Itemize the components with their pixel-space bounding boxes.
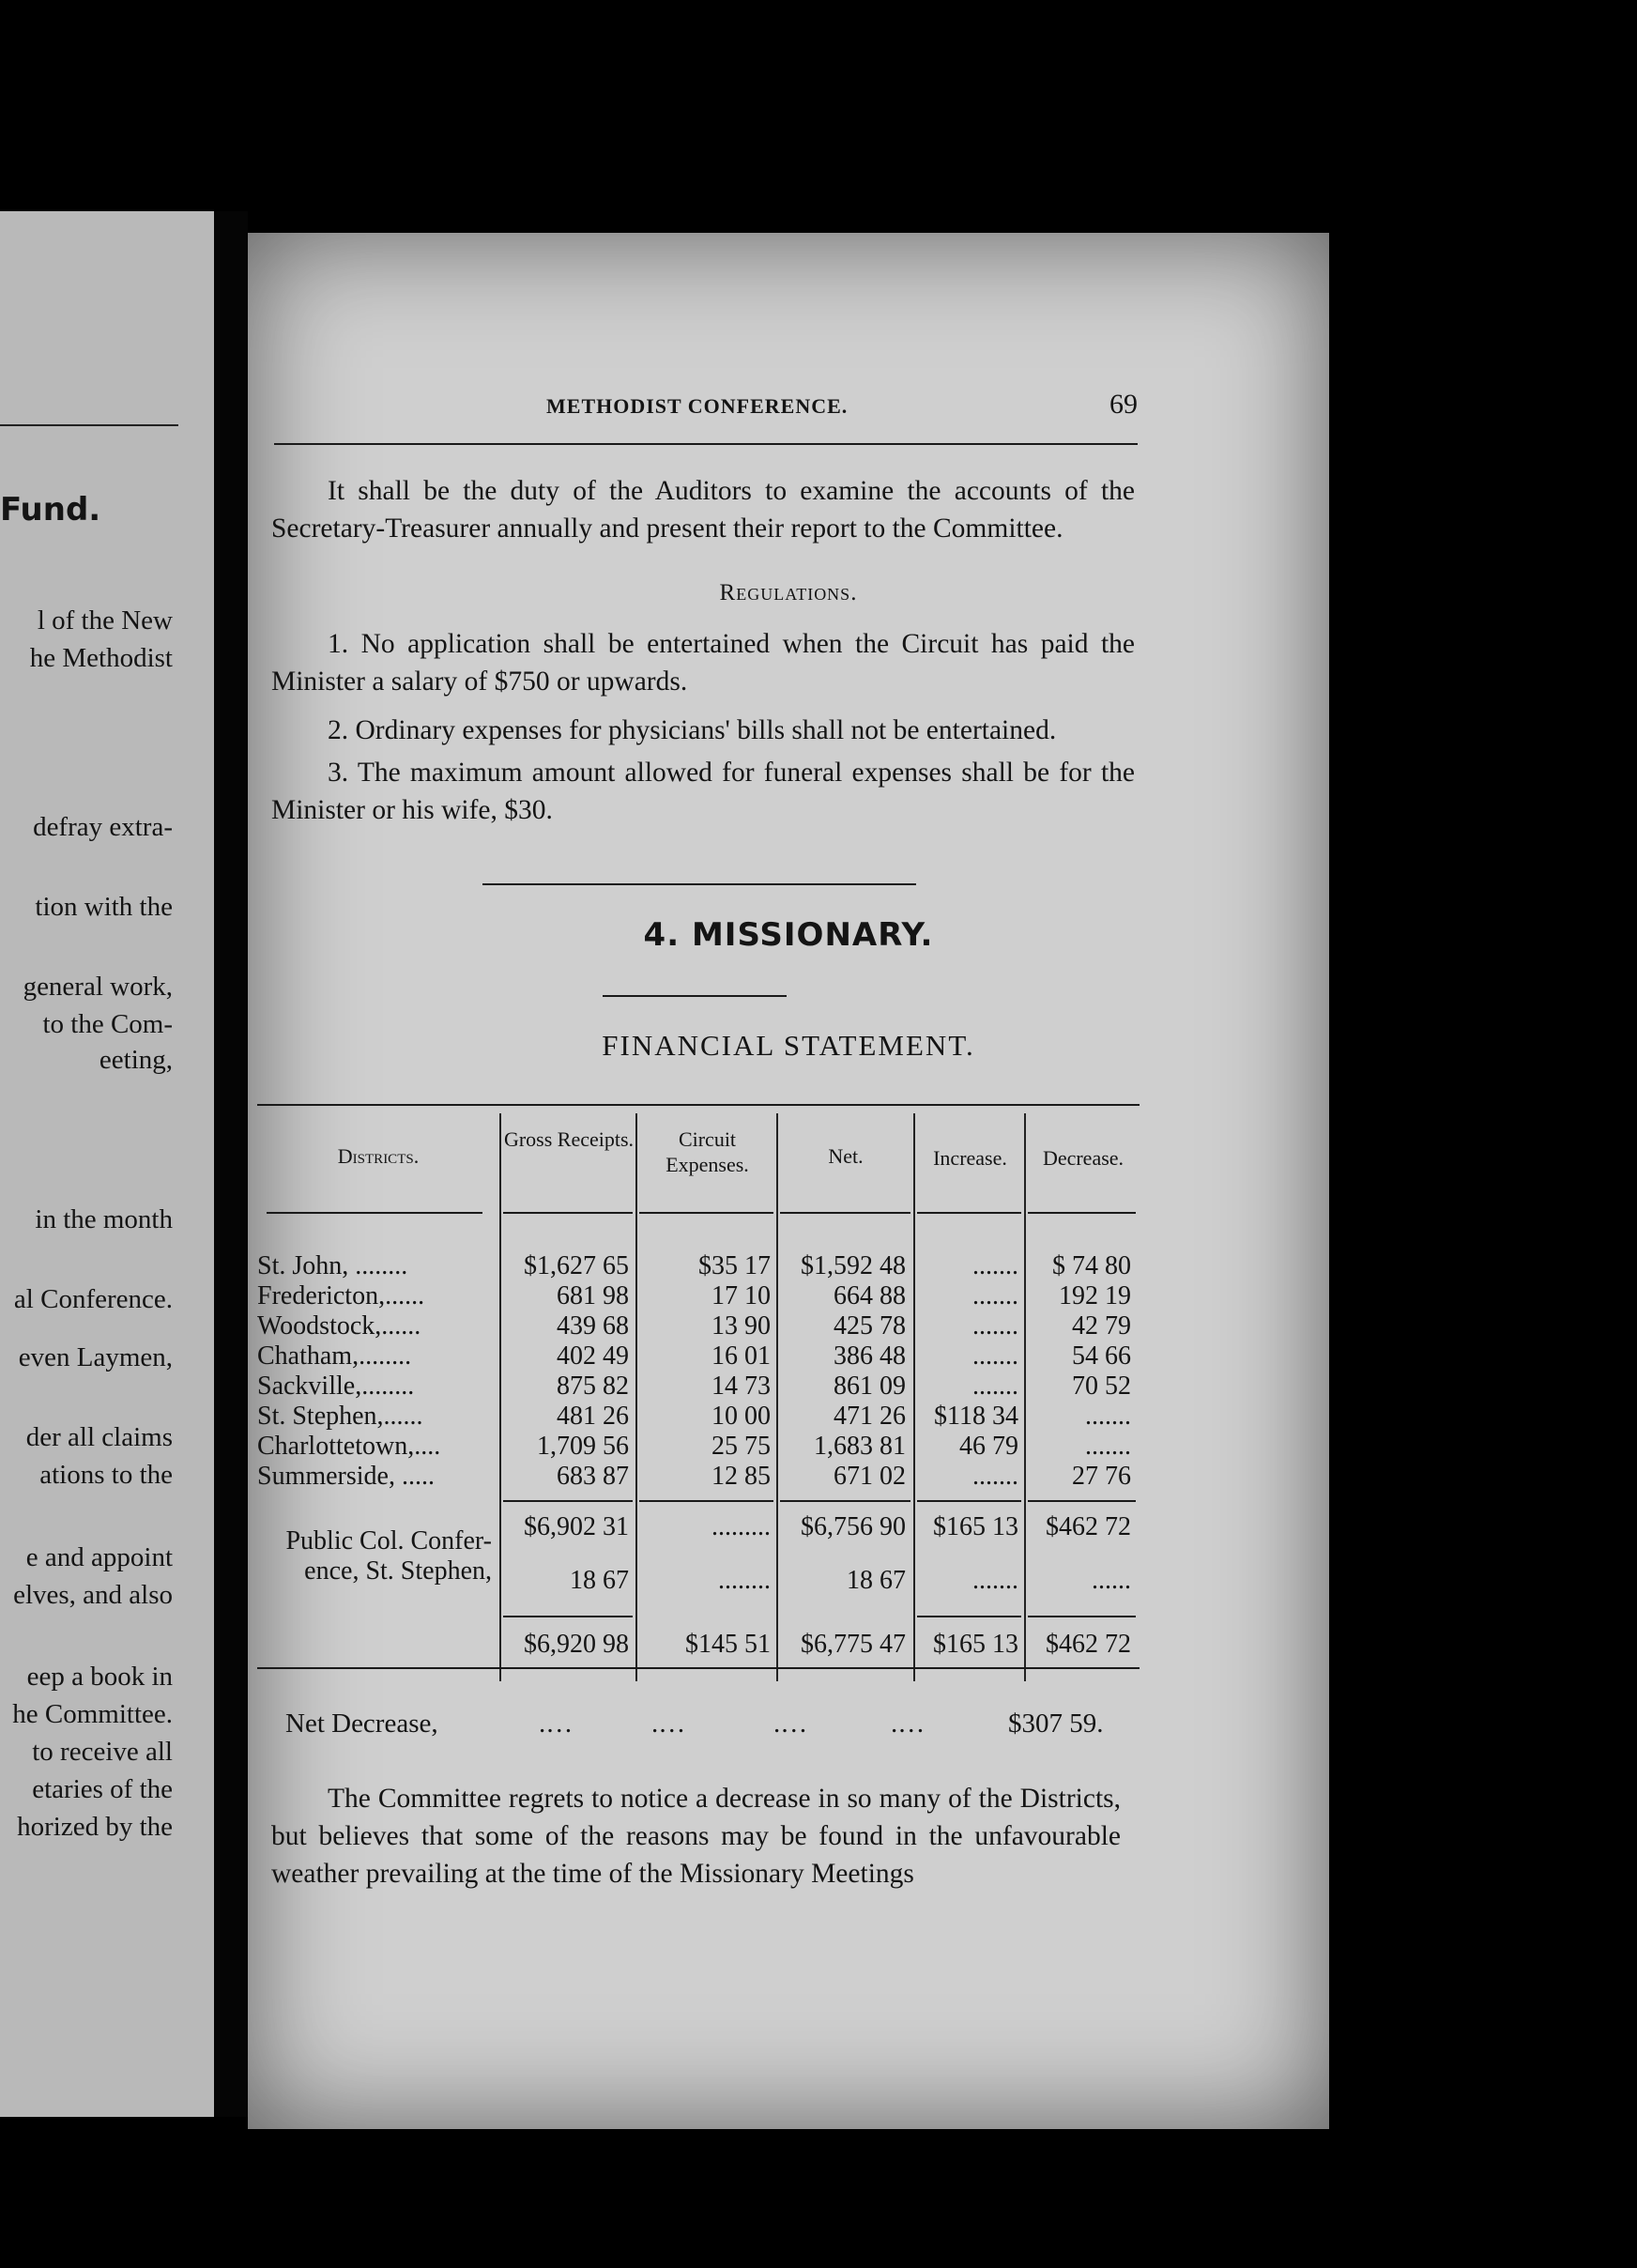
left-fragment: defray extra- <box>33 812 173 842</box>
subtotal-rule <box>503 1500 633 1502</box>
subtotal-rule <box>780 1500 910 1502</box>
decrease-cell: 54 66 <box>1072 1341 1131 1371</box>
district-name: Summerside, ..... <box>257 1462 435 1491</box>
circuit-cell: 10 00 <box>711 1402 771 1431</box>
gross-cell: 1,709 56 <box>537 1432 629 1461</box>
left-fragment: to receive all <box>32 1737 173 1767</box>
decrease-cell: 70 52 <box>1072 1372 1131 1401</box>
net-cell: 861 09 <box>834 1372 906 1401</box>
header-rule <box>274 443 1138 445</box>
district-name: Fredericton,...... <box>257 1281 425 1310</box>
regulation-item: 1. No application shall be entertained when the Circuit has paid the Minister a salary of $750 or upwards. <box>271 629 1135 697</box>
net-decrease-label: Net Decrease, <box>285 1709 438 1739</box>
decrease-cell: $462 72 <box>1046 1630 1131 1659</box>
leader-dots: .… <box>651 1709 686 1739</box>
net-cell: $6,775 47 <box>801 1630 906 1659</box>
increase-cell: ....... <box>972 1566 1018 1595</box>
leader-dots: .… <box>891 1709 926 1739</box>
gross-cell: $6,902 31 <box>524 1512 629 1541</box>
net-cell: $6,756 90 <box>801 1512 906 1541</box>
total-rule <box>917 1616 1021 1617</box>
district-name: Chatham,........ <box>257 1341 412 1371</box>
intro-paragraph: It shall be the duty of the Auditors to examine the accounts of the Secretary-Treasurer annually and present their report to the Committee. <box>271 476 1135 544</box>
district-name: Woodstock,...... <box>257 1311 421 1341</box>
gross-cell: 681 98 <box>557 1281 629 1310</box>
increase-cell: ....... <box>972 1372 1018 1401</box>
header-rule <box>503 1212 633 1214</box>
header-districts: Districts. <box>337 1144 420 1168</box>
circuit-cell: 14 73 <box>711 1372 771 1401</box>
net-cell: 386 48 <box>834 1341 906 1371</box>
header-gross: Gross Receipts. <box>503 1127 635 1151</box>
left-page <box>0 211 214 2117</box>
left-fragment: even Laymen, <box>18 1342 173 1372</box>
financial-table <box>257 1104 1140 1686</box>
book-gutter <box>214 211 248 2117</box>
increase-cell: ....... <box>972 1251 1018 1280</box>
header-rule <box>267 1212 482 1214</box>
gross-cell: 481 26 <box>557 1402 629 1431</box>
decrease-cell: $462 72 <box>1046 1512 1131 1541</box>
financial-statement-title: FINANCIAL STATEMENT. <box>602 1029 975 1062</box>
section-divider <box>482 883 916 885</box>
circuit-cell: ......... <box>711 1512 771 1541</box>
left-fragment: l of the New <box>37 605 173 636</box>
circuit-cell: 13 90 <box>711 1311 771 1341</box>
net-cell: 425 78 <box>834 1311 906 1341</box>
column-divider <box>635 1113 637 1681</box>
increase-cell: ....... <box>972 1311 1018 1341</box>
left-fragment: in the month <box>35 1204 173 1234</box>
increase-cell: ....... <box>972 1281 1018 1310</box>
increase-cell: ....... <box>972 1462 1018 1491</box>
gross-cell: $6,920 98 <box>524 1630 629 1659</box>
header-rule <box>1028 1212 1136 1214</box>
regulation-item: 3. The maximum amount allowed for funeral expenses shall be for the Minister or his wife, $30. <box>271 758 1135 825</box>
district-name: Sackville,........ <box>257 1372 415 1401</box>
closing-paragraph: The Committee regrets to notice a decrease in so many of the Districts, but believes that some of the reasons may be found in the unfavourable weather prevailing at the time of the Missionary Meetings <box>271 1784 1121 1889</box>
gross-cell: 18 67 <box>570 1566 629 1595</box>
decrease-cell: ....... <box>1085 1402 1131 1431</box>
net-cell: 471 26 <box>834 1402 906 1431</box>
circuit-cell: $145 51 <box>685 1630 771 1659</box>
increase-cell: ....... <box>972 1341 1018 1371</box>
table-bottom-rule <box>257 1667 1140 1669</box>
circuit-cell: ........ <box>718 1566 771 1595</box>
decrease-cell: ...... <box>1092 1566 1131 1595</box>
left-fragment: e and appoint <box>25 1542 173 1572</box>
increase-cell: $165 13 <box>933 1512 1018 1541</box>
column-divider <box>1024 1113 1026 1681</box>
subtotal-rule <box>639 1500 773 1502</box>
left-fragment: etaries of the <box>32 1774 173 1804</box>
increase-cell: 46 79 <box>959 1432 1018 1461</box>
section-title: 4. MISSIONARY. <box>643 916 934 954</box>
regulation-item: 2. Ordinary expenses for physicians' bills shall not be entertained. <box>328 715 1057 745</box>
header-circuit: Circuit Expenses. <box>666 1127 749 1176</box>
left-fragment: to the Com- <box>42 1009 173 1039</box>
left-fragment: elves, and also <box>13 1580 173 1610</box>
left-fragment: al Conference. <box>13 1284 173 1314</box>
gross-cell: 402 49 <box>557 1341 629 1371</box>
increase-cell: $118 34 <box>934 1402 1018 1431</box>
left-page-heading: Fund. <box>0 491 101 529</box>
gross-cell: 439 68 <box>557 1311 629 1341</box>
header-decrease: Decrease. <box>1042 1146 1124 1170</box>
left-page-rule <box>0 424 178 426</box>
left-fragment: eep a book in <box>26 1662 173 1692</box>
column-divider <box>499 1113 501 1681</box>
decrease-cell: $ 74 80 <box>1052 1251 1131 1280</box>
circuit-cell: 16 01 <box>711 1341 771 1371</box>
net-cell: $1,592 48 <box>801 1251 906 1280</box>
decrease-cell: 42 79 <box>1072 1311 1131 1341</box>
column-divider <box>776 1113 778 1681</box>
table-top-rule <box>257 1104 1140 1106</box>
left-fragment: tion with the <box>35 892 173 922</box>
left-fragment: he Methodist <box>29 643 173 673</box>
regulations-title: Regulations. <box>719 580 858 605</box>
page <box>248 233 1329 2129</box>
left-fragment: horized by the <box>17 1812 173 1842</box>
leader-dots: .… <box>539 1709 574 1739</box>
leader-dots: .… <box>773 1709 808 1739</box>
running-title: METHODIST CONFERENCE. <box>546 394 849 418</box>
circuit-cell: 17 10 <box>711 1281 771 1310</box>
public-col-label: Public Col. Confer- <box>285 1526 492 1555</box>
district-name: St. John, ........ <box>257 1251 408 1280</box>
left-fragment: general work, <box>23 972 173 1002</box>
subtotal-rule <box>917 1500 1021 1502</box>
section-subdivider <box>603 995 787 997</box>
gross-cell: 683 87 <box>557 1462 629 1491</box>
header-rule <box>639 1212 773 1214</box>
net-cell: 18 67 <box>847 1566 906 1595</box>
left-fragment: der all claims <box>25 1422 173 1452</box>
page-number: 69 <box>1109 389 1138 420</box>
left-fragment: ations to the <box>39 1460 173 1490</box>
left-fragment: eeting, <box>99 1045 173 1075</box>
subtotal-rule <box>1028 1500 1136 1502</box>
circuit-cell: 12 85 <box>711 1462 771 1491</box>
column-divider <box>913 1113 915 1681</box>
header-rule <box>917 1212 1021 1214</box>
gross-cell: 875 82 <box>557 1372 629 1401</box>
net-cell: 664 88 <box>834 1281 906 1310</box>
left-fragment: he Committee. <box>12 1699 173 1729</box>
decrease-cell: 27 76 <box>1072 1462 1131 1491</box>
total-rule <box>503 1616 633 1617</box>
total-rule <box>1028 1616 1136 1617</box>
district-name: St. Stephen,...... <box>257 1402 423 1431</box>
net-cell: 671 02 <box>834 1462 906 1491</box>
gross-cell: $1,627 65 <box>524 1251 629 1280</box>
net-decrease-value: $307 59. <box>1008 1709 1104 1739</box>
increase-cell: $165 13 <box>933 1630 1018 1659</box>
circuit-cell: $35 17 <box>698 1251 771 1280</box>
district-name: Charlottetown,.... <box>257 1432 441 1461</box>
net-cell: 1,683 81 <box>814 1432 906 1461</box>
circuit-cell: 25 75 <box>711 1432 771 1461</box>
header-increase: Increase. <box>933 1146 1007 1170</box>
header-net: Net. <box>828 1144 864 1168</box>
public-col-label: ence, St. Stephen, <box>304 1556 492 1586</box>
decrease-cell: ....... <box>1085 1432 1131 1461</box>
decrease-cell: 192 19 <box>1059 1281 1131 1310</box>
header-rule <box>780 1212 910 1214</box>
